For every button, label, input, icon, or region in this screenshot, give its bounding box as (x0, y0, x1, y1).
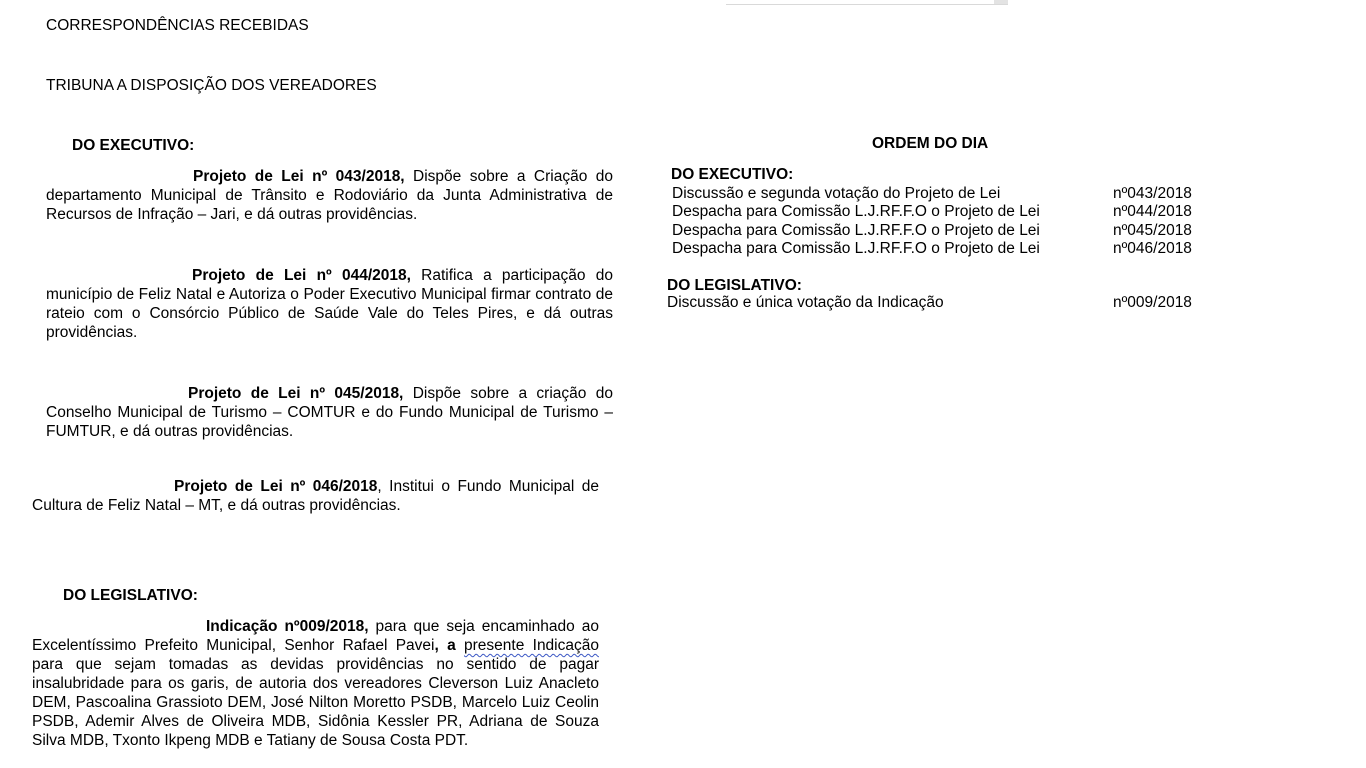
ordem-item-desc: Discussão e segunda votação do Projeto de Lei (672, 185, 1001, 202)
projeto-045-text: Dispõe sobre a criação do Conselho Municipal de Turismo – COMTUR e do Fundo Municipal de Turismo – FUMTUR, e dá outras providências. (46, 385, 613, 440)
ordem-item-num: nº045/2018 (1113, 222, 1192, 239)
ordem-item-num: nº043/2018 (1113, 185, 1192, 202)
projeto-044-text: Ratifica a participação do município de Feliz Natal e Autoriza o Poder Executivo Municipal firmar contrato de rateio com o Consórcio Público de Saúde Vale do Teles Pires, e dá outras providências. (46, 267, 613, 341)
ordem-item-num: nº044/2018 (1113, 203, 1192, 220)
indicacao-spellcheck-words: presente Indicação (464, 637, 599, 654)
projeto-046-text: , Institui o Fundo Municipal de Cultura de Feliz Natal – MT, e dá outras providências. (32, 478, 600, 514)
ordem-do-dia-title: ORDEM DO DIA (872, 135, 989, 152)
projeto-046-paragraph (32, 477, 599, 515)
indicacao-paragraph (32, 617, 599, 750)
right-executivo-heading: DO EXECUTIVO: (671, 166, 794, 183)
ordem-item-desc: Discussão e única votação da Indicação (667, 294, 944, 311)
indicacao-text-b: , a (434, 637, 465, 654)
ordem-item-num: nº046/2018 (1113, 240, 1192, 257)
ordem-item-num: nº009/2018 (1113, 294, 1192, 311)
projeto-043-text: Dispõe sobre a Criação do departamento Municipal de Trânsito e Rodoviário da Junta Administrativa de Recursos de Infração – Jari, e dá outras providências. (46, 168, 613, 223)
ordem-item-desc: Despacha para Comissão L.J.RF.F.O o Projeto de Lei (672, 240, 1040, 257)
projeto-043-title: Projeto de Lei nº 043/2018, (193, 168, 405, 185)
ordem-item-desc: Despacha para Comissão L.J.RF.F.O o Projeto de Lei (672, 203, 1040, 220)
projeto-045-title: Projeto de Lei nº 045/2018, (188, 385, 404, 402)
indicacao-title: Indicação nº009/2018, (206, 618, 369, 635)
ordem-item-desc: Despacha para Comissão L.J.RF.F.O o Projeto de Lei (672, 222, 1040, 239)
left-legislativo-heading: DO LEGISLATIVO: (63, 587, 198, 604)
projeto-044-paragraph (46, 266, 613, 342)
projeto-043-paragraph (46, 167, 613, 224)
indicacao-text-c: para que sejam tomadas as devidas providências no sentido de pagar insalubridade para os garis, de autoria dos vereadores Cleverson Luiz Anacleto DEM, Pascoalina Grassioto DEM, José Nilton Moretto PSDB, Marcelo Luiz Ceolin PSDB, Ademir Alves de Oliveira MDB, Sidônia Kessler PR, Adriana de Souza Silva MDB, Txonto Ikpeng MDB e Tatiany de Sousa Costa PDT. (32, 656, 599, 749)
right-legislativo-heading: DO LEGISLATIVO: (667, 277, 802, 294)
indicacao-text-a: para que seja encaminhado ao Excelentíssimo Prefeito Municipal, Senhor Rafael Pavei (32, 618, 599, 654)
top-page-edge-rule (726, 0, 1008, 5)
tribuna-heading: TRIBUNA A DISPOSIÇÃO DOS VEREADORES (46, 77, 377, 94)
correspondencias-heading: CORRESPONDÊNCIAS RECEBIDAS (46, 17, 309, 34)
projeto-046-title: Projeto de Lei nº 046/2018 (174, 478, 378, 495)
projeto-045-paragraph (46, 384, 613, 441)
projeto-044-title: Projeto de Lei nº 044/2018, (192, 267, 411, 284)
left-executivo-heading: DO EXECUTIVO: (72, 137, 195, 154)
top-page-edge-cap (994, 0, 1008, 4)
